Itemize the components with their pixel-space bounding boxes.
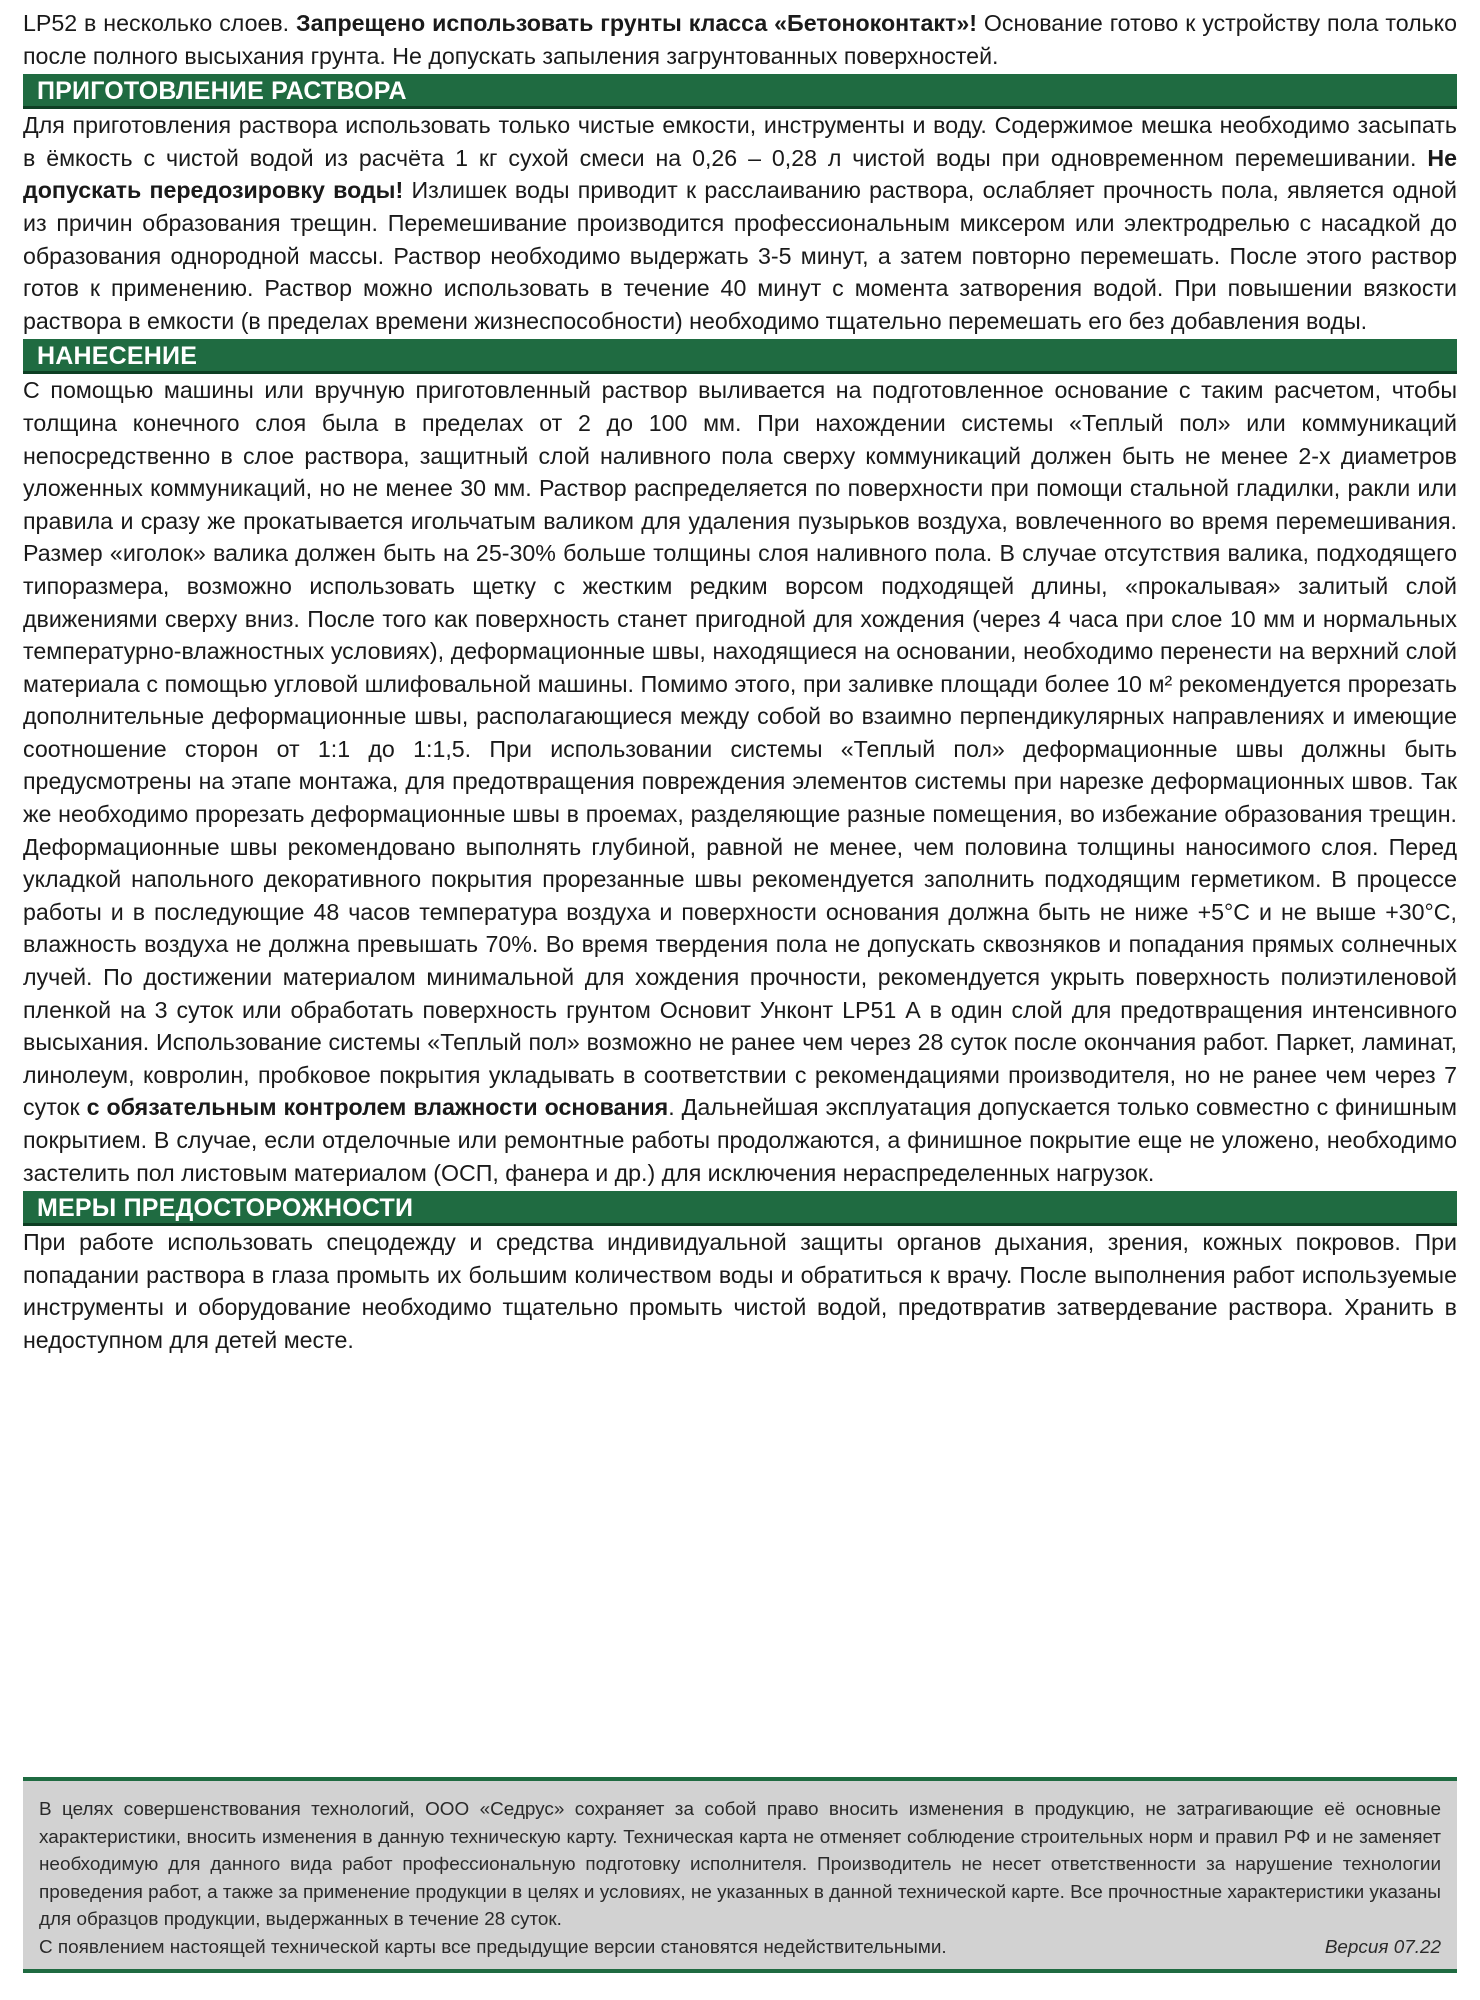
intro-text-2: Основание готово к устройству пола только после полного высыхания грунта. Не допускать запыления загрунтованных поверхностей. xyxy=(23,10,1457,69)
intro-warning-bold: Запрещено использовать грунты класса «Бетоноконтакт»! xyxy=(296,10,977,36)
document-page xyxy=(23,7,1457,1357)
disclaimer-footer xyxy=(23,1777,1457,1973)
application-text-2: . Дальнейшая эксплуатация допускается только совместно с финишным покрытием. В случае, если отделочные или ремонтные работы продолжаются, а финишное покрытие еще не уложено, необходимо застелить пол листовым материалом (ОСП, фанера и др.) для исключения нераспределенных нагрузок. xyxy=(23,1094,1457,1186)
preparation-paragraph xyxy=(23,109,1457,337)
preparation-text-1: Для приготовления раствора использовать только чистые емкости, инструменты и воду. Содержимое мешка необходимо засыпать в ёмкость с чистой водой из расчёта 1 кг сухой смеси на 0,26 – 0,28 л чистой воды при одновременном перемешивании. xyxy=(23,112,1457,171)
section-header-preparation: ПРИГОТОВЛЕНИЕ РАСТВОРА xyxy=(23,74,1457,109)
intro-paragraph xyxy=(23,7,1457,72)
application-bold: с обязательным контролем влажности основания xyxy=(86,1094,669,1121)
disclaimer-text: В целях совершенствования технологий, ООО «Седрус» сохраняет за собой право вносить изменения в продукцию, не затрагивающие её основные характеристики, вносить изменения в данную техническую карту. Техническая карта не отменяет соблюдение строительных норм и правил РФ и не заменяет необходимую для данного вида работ профессиональную подготовку исполнителя. Производитель не несет ответственности за нарушение технологии проведения работ, а также за применение продукции в целях и условиях, не указанных в данной технической карте. Все прочностные характеристики указаны для образцов продукции, выдержанных в течение 28 суток. xyxy=(39,1799,1441,1930)
section-header-application: НАНЕСЕНИЕ xyxy=(23,339,1457,374)
disclaimer-last-line xyxy=(39,1934,1441,1962)
version-label: Версия 07.22 xyxy=(1324,1936,1441,1958)
preparation-warning-bold: Не допускать передозировку воды! xyxy=(23,144,1457,204)
precautions-paragraph: При работе использовать спецодежду и средства индивидуальной защиты органов дыхания, зрения, кожных покровов. При попадании раствора в глаза промыть их большим количеством воды и обратиться к врачу. После выполнения работ используемые инструменты и оборудование необходимо тщательно промыть чистой водой, предотвратив затвердевание раствора. Хранить в недоступном для детей месте. xyxy=(23,1229,1457,1353)
application-text-1: С помощью машины или вручную приготовленный раствор выливается на подготовленное основание с таким расчетом, чтобы толщина конечного слоя была в пределах от 2 до 100 мм. При нахождении системы «Теплый пол» или коммуникаций непосредственно в слое раствора, защитный слой наливного пола сверху коммуникаций должен быть не менее 2-х диаметров уложенных коммуникаций, но не менее 30 мм. Раствор распределяется по поверхности при помощи стальной гладилки, ракли или правила и сразу же прокатывается игольчатым валиком для удаления пузырьков воздуха, вовлеченного во время перемешивания. Размер «иголок» валика должен быть на 25-30% больше толщины слоя наливного пола. В случае отсутствия валика, подходящего типоразмера, возможно использовать щетку с жестким редким ворсом подходящей длины, «прокалывая» залитый слой движениями сверху вниз. После того как поверхность станет пригодной для хождения (через 4 часа при слое 10 мм и нормальных температурно-влажностных условиях), деформационные швы, находящиеся на основании, необходимо перенести на верхний слой материала с помощью угловой шлифовальной машины. Помимо этого, при заливке площади более 10 м² рекомендуется прорезать дополнительные деформационные швы, располагающиеся между собой во взаимно перпендикулярных направлениях и имеющие соотношение сторон от 1:1 до 1:1,5. При использовании системы «Теплый пол» деформационные швы должны быть предусмотрены на этапе монтажа, для предотвращения повреждения элементов системы при нарезке деформационных швов. Так же необходимо прорезать деформационные швы в проемах, разделяющие разные помещения, во избежание образования трещин. Деформационные швы рекомендовано выполнять глубиной, равной не менее, чем половина толщины наносимого слоя. Перед укладкой напольного декоративного покрытия прорезанные швы рекомендуется заполнить подходящим герметиком. В процессе работы и в последующие 48 часов температура воздуха и поверхности основания должна быть не ниже +5°С и не выше +30°С, влажность воздуха не должна превышать 70%. Во время твердения пола не допускать сквозняков и попадания прямых солнечных лучей. По достижении материалом минимальной для хождения прочности, рекомендуется укрыть поверхность полиэтиленовой пленкой на 3 суток или обработать поверхность грунтом Основит Унконт LP51 А в один слой для предотвращения интенсивного высыхания. Использование системы «Теплый пол» возможно не ранее чем через 28 суток после окончания работ. Паркет, ламинат, линолеум, ковролин, пробковое покрытия укладывать в соответствии с рекомендациями производителя, но не ранее чем через 7 суток xyxy=(23,377,1457,1121)
intro-text-1: LP52 в несколько слоев. xyxy=(23,10,297,36)
section-header-precautions: МЕРЫ ПРЕДОСТОРОЖНОСТИ xyxy=(23,1191,1457,1226)
disclaimer-final-sentence: С появлением настоящей технической карты все предыдущие версии становятся недействительными. xyxy=(39,1936,947,1958)
application-paragraph xyxy=(23,374,1457,1189)
preparation-text-2: Излишек воды приводит к расслаиванию раствора, ослабляет прочность пола, является одной из причин образования трещин. Перемешивание производится профессиональным миксером или электродрелью с насадкой до образования однородной массы. Раствор необходимо выдержать 3-5 минут, а затем повторно перемешать. После этого раствор готов к применению. Раствор можно использовать в течение 40 минут с момента затворения водой. При повышении вязкости раствора в емкости (в пределах времени жизнеспособности) необходимо тщательно перемешать его без добавления воды. xyxy=(23,177,1457,334)
